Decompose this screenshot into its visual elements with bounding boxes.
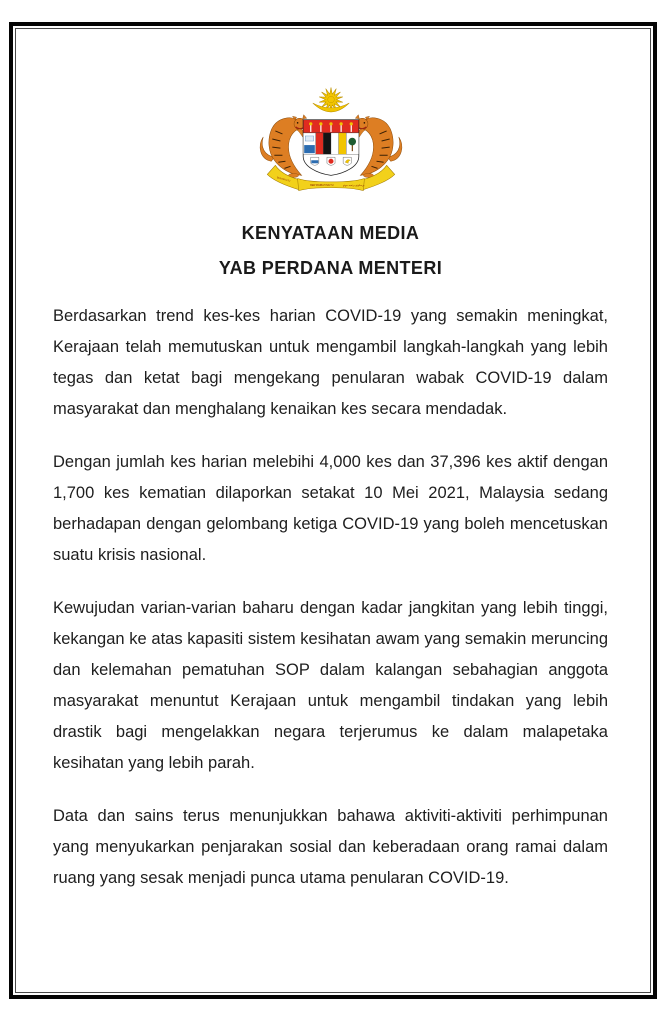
page-content	[13, 26, 653, 995]
motto-jawi-text: برسكوتو برتمبه موتو	[342, 184, 364, 188]
statement-paragraph: Dengan jumlah kes harian melebihi 4,000 kes dan 37,396 kes aktif dengan 1,700 kes kematian dilaporkan setakat 10 Mei 2021, Malaysia sedang berhadapan dengan gelombang ketiga COVID-19 yang boleh mencetuskan suatu krisis nasional.	[53, 453, 608, 564]
tiger-supporter-left	[260, 115, 307, 178]
statement-paragraph: Berdasarkan trend kes-kes harian COVID-19 yang semakin meningkat, Kerajaan telah memutuskan untuk mengambil langkah-langkah yang lebih tegas dan ketat bagi mengekang penularan wabak COVID-19 dalam masyarakat dan menghalang kenaikan kes secara mendadak.	[53, 307, 608, 418]
crest-shield	[303, 120, 359, 176]
motto-left-text: BERSEKUTU	[275, 177, 290, 183]
page-border	[9, 22, 657, 999]
tiger-supporter-right	[355, 115, 402, 178]
state-arms-icons	[310, 157, 350, 165]
title-line-1: KENYATAAN MEDIA	[241, 223, 420, 243]
title-line-2: YAB PERDANA MENTERI	[218, 258, 443, 278]
coat-of-arms	[53, 80, 608, 202]
statement-paragraph: Kewujudan varian-varian baharu dengan kadar jangkitan yang lebih tinggi, kekangan ke atas kapasiti sistem kesihatan awam yang semakin meruncing dan kelemahan pematuhan SOP dalam kalangan sebahagian anggota masyarakat menuntut Kerajaan untuk mengambil tindakan yang lebih drastik bagi mengelakkan negara terjerumus ke dalam malapetaka kesihatan yang lebih parah.	[53, 599, 608, 772]
statement-title	[53, 216, 608, 286]
star-and-crescent-icon	[312, 87, 348, 112]
malaysia-crest-icon	[245, 80, 417, 197]
statement-paragraph: Data dan sains terus menunjukkan bahawa aktiviti-aktiviti perhimpunan yang menyukarkan penjarakan sosial dan keberadaan orang ramai dalam ruang yang sesak menjadi punca utama penularan COVID-19.	[53, 807, 608, 887]
motto-center-text: BERTAMBAH MUTU	[309, 184, 334, 188]
statement-body	[53, 301, 608, 894]
